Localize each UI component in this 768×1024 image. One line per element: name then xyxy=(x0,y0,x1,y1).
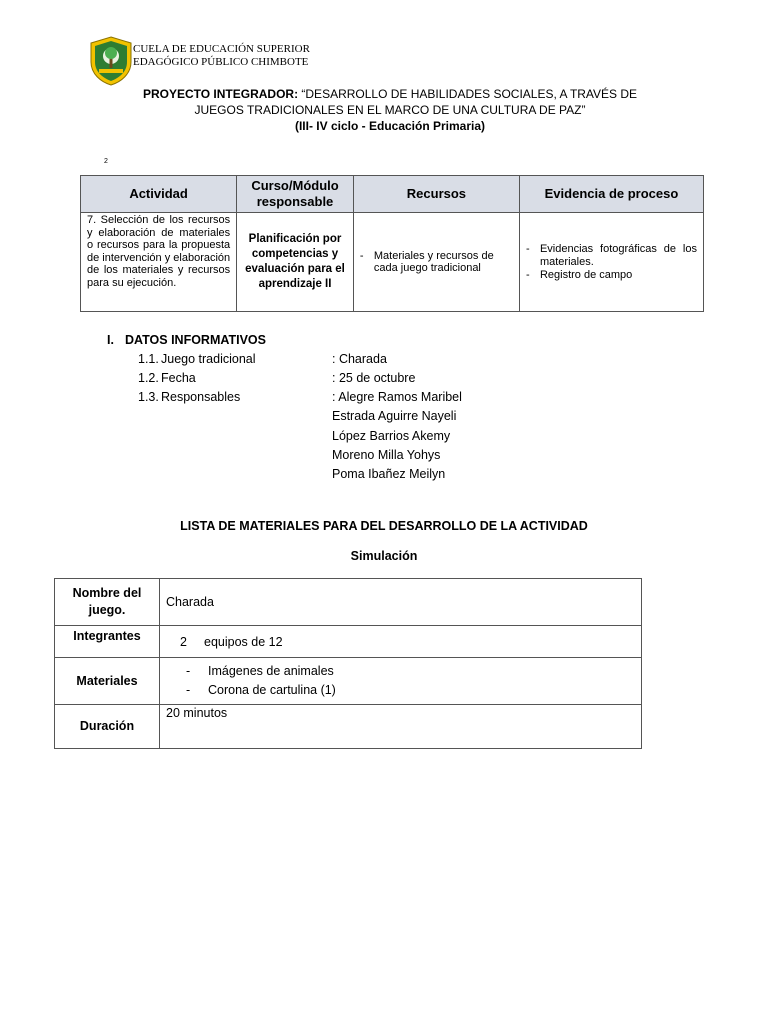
activity-table-header xyxy=(81,176,704,213)
cycle-label: (III- IV ciclo - Educación Primaria) xyxy=(294,119,486,133)
nombre-label: Nombre del juego. xyxy=(55,579,160,626)
table-row xyxy=(55,579,642,626)
evidence-item: - Evidencias fotográficas de los materiales. xyxy=(526,243,697,269)
institution-name xyxy=(133,43,310,69)
header-actividad: Actividad xyxy=(81,176,237,213)
datos-label-fecha: 1.2. Fecha xyxy=(138,371,196,385)
nombre-value: Charada xyxy=(160,579,642,626)
datos-label-responsables: 1.3. Responsables xyxy=(138,390,241,404)
project-title xyxy=(100,86,680,134)
section-title: DATOS INFORMATIVOS xyxy=(125,333,266,347)
evidence-item: - Registro de campo xyxy=(526,269,697,282)
materiales-label: Materiales xyxy=(55,658,160,705)
duracion-label: Duración xyxy=(55,705,160,749)
header-evidencia: Evidencia de proceso xyxy=(519,176,703,213)
section-number: I. xyxy=(107,333,114,347)
project-title-line-1: “DESARROLLO DE HABILIDADES SOCIALES, A TRAVÉS DE xyxy=(298,87,638,101)
course-cell: Planificación por competencias y evaluación para el aprendizaje II xyxy=(237,213,354,312)
datos-value-fecha: : 25 de octubre xyxy=(332,371,416,385)
material-item: - Corona de cartulina (1) xyxy=(186,681,641,700)
integrantes-number: 2 xyxy=(180,634,187,649)
project-label: PROYECTO INTEGRADOR: xyxy=(142,87,299,101)
datos-value-juego: : Charada xyxy=(332,352,387,366)
duracion-value: 20 minutos xyxy=(160,705,642,749)
datos-label-juego: 1.1. Juego tradicional xyxy=(138,352,256,366)
materials-list-title: LISTA DE MATERIALES PARA DEL DESARROLLO DE LA ACTIVIDAD xyxy=(180,519,588,533)
materials-table xyxy=(54,578,642,749)
responsable-name: Moreno Milla Yohys xyxy=(332,448,441,462)
responsable-name: López Barrios Akemy xyxy=(332,429,451,443)
header-recursos: Recursos xyxy=(353,176,519,213)
activity-table xyxy=(80,175,704,312)
table-row xyxy=(55,626,642,658)
datos-heading xyxy=(107,333,266,347)
responsable-name: Poma Ibañez Meilyn xyxy=(332,467,446,481)
institution-logo xyxy=(89,36,133,86)
datos-value-responsables: : Alegre Ramos Maribel xyxy=(332,390,462,404)
material-item: - Imágenes de animales xyxy=(186,662,641,681)
institution-line-1: CUELA DE EDUCACIÓN SUPERIOR xyxy=(133,43,310,55)
table-row xyxy=(55,705,642,749)
integrantes-label: Integrantes xyxy=(55,626,160,658)
responsable-name: Estrada Aguirre Nayeli xyxy=(332,409,457,423)
activity-table-row xyxy=(81,213,704,312)
integrantes-value: equipos de 12 xyxy=(204,634,283,649)
table-row xyxy=(55,658,642,705)
resource-item: - Materiales y recursos de cada juego tradicional xyxy=(360,250,513,274)
simulation-subtitle: Simulación xyxy=(350,549,418,563)
materiales-value-cell xyxy=(160,658,642,705)
project-title-line-2: JUEGOS TRADICIONALES EN EL MARCO DE UNA CULTURA DE PAZ” xyxy=(194,103,586,117)
activity-cell: 7. Selección de los recursos y elaboración de materiales o recursos para la propuesta de intervención y elaboración de los materiales y recursos para su ejecución. xyxy=(81,213,237,312)
resources-cell xyxy=(353,213,519,312)
integrantes-value-cell xyxy=(160,626,642,658)
header-curso: Curso/Módulo responsable xyxy=(237,176,354,213)
stray-mark: 2 xyxy=(104,158,108,165)
institution-line-2: EDAGÓGICO PÚBLICO CHIMBOTE xyxy=(133,56,309,68)
evidence-cell xyxy=(519,213,703,312)
